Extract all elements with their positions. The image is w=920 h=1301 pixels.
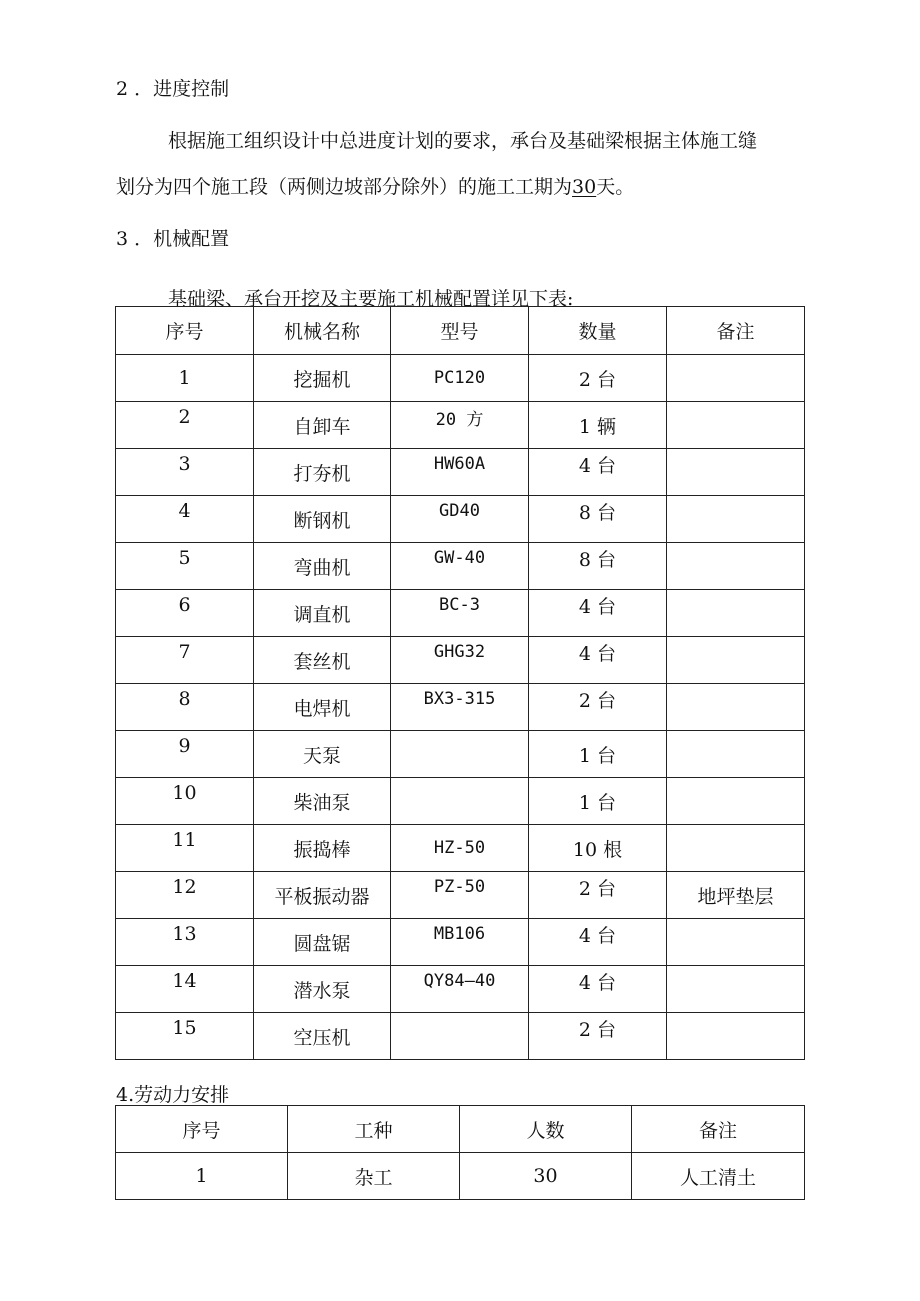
row-no bbox=[116, 684, 254, 731]
row-note bbox=[667, 637, 805, 684]
row-no-text: 12 bbox=[172, 876, 197, 898]
row-count-text: 30 bbox=[533, 1165, 558, 1187]
section-4-heading: 4.劳动力安排 bbox=[116, 1084, 230, 1106]
row-qty bbox=[529, 684, 667, 731]
row-qty-text: 1 台 bbox=[578, 791, 617, 814]
row-no-text: 3 bbox=[178, 453, 191, 475]
row-qty bbox=[529, 637, 667, 684]
row-name-text: 平板振动器 bbox=[274, 885, 370, 908]
row-qty bbox=[529, 778, 667, 825]
labor-header-row bbox=[116, 1106, 805, 1153]
row-name-text: 套丝机 bbox=[293, 650, 351, 673]
row-no-text: 14 bbox=[172, 970, 197, 992]
header-model: 型号 bbox=[391, 307, 529, 355]
row-model-text: BX3-315 bbox=[423, 689, 496, 709]
row-no bbox=[116, 872, 254, 919]
row-qty bbox=[529, 355, 667, 402]
row-name bbox=[254, 449, 391, 496]
schedule-paragraph-line-1: 根据施工组织设计中总进度计划的要求，承台及基础梁根据主体施工缝 bbox=[168, 130, 758, 152]
row-no bbox=[116, 355, 254, 402]
machinery-row bbox=[116, 543, 805, 590]
row-model bbox=[391, 637, 529, 684]
row-name bbox=[254, 872, 391, 919]
row-name-text: 空压机 bbox=[293, 1026, 351, 1049]
row-name-text: 圆盘锯 bbox=[293, 932, 351, 955]
row-model-text: PZ-50 bbox=[433, 877, 486, 897]
row-model-text: PC120 bbox=[433, 368, 486, 388]
row-qty bbox=[529, 449, 667, 496]
header-note: 备注 bbox=[632, 1106, 805, 1153]
row-name bbox=[254, 919, 391, 966]
row-model bbox=[391, 449, 529, 496]
row-qty bbox=[529, 872, 667, 919]
row-name bbox=[254, 543, 391, 590]
row-no-text: 8 bbox=[178, 688, 191, 710]
row-note bbox=[667, 402, 805, 449]
row-qty-text: 8 台 bbox=[578, 501, 617, 524]
row-no bbox=[116, 731, 254, 778]
row-model-text: GD40 bbox=[439, 501, 480, 521]
row-no bbox=[116, 543, 254, 590]
row-model bbox=[391, 402, 529, 449]
row-note bbox=[667, 590, 805, 637]
section-3-heading: 3 ．机械配置 bbox=[116, 228, 230, 250]
schedule-suffix: 天。 bbox=[596, 176, 635, 198]
row-no bbox=[116, 496, 254, 543]
row-no-text: 4 bbox=[178, 500, 191, 522]
machinery-table bbox=[115, 306, 805, 1060]
row-note-text: 地坪垫层 bbox=[697, 885, 774, 908]
machinery-row bbox=[116, 355, 805, 402]
row-qty bbox=[529, 1013, 667, 1060]
row-model bbox=[391, 684, 529, 731]
row-qty-text: 4 台 bbox=[578, 642, 617, 665]
machinery-intro: 基础梁、承台开挖及主要施工机械配置详见下表: bbox=[168, 288, 574, 310]
row-name bbox=[254, 496, 391, 543]
row-qty bbox=[529, 919, 667, 966]
row-model bbox=[391, 919, 529, 966]
row-model bbox=[391, 355, 529, 402]
row-model bbox=[391, 966, 529, 1013]
row-qty-text: 4 台 bbox=[578, 971, 617, 994]
row-note bbox=[667, 731, 805, 778]
labor-table bbox=[115, 1105, 805, 1200]
row-name-text: 断钢机 bbox=[293, 509, 351, 532]
row-count bbox=[460, 1153, 632, 1200]
row-name-text: 挖掘机 bbox=[293, 368, 351, 391]
row-note-text: 人工清土 bbox=[679, 1166, 756, 1189]
row-no bbox=[116, 449, 254, 496]
machinery-row bbox=[116, 872, 805, 919]
row-name bbox=[254, 966, 391, 1013]
row-model bbox=[391, 590, 529, 637]
header-count: 人数 bbox=[460, 1106, 632, 1153]
row-name bbox=[254, 825, 391, 872]
row-note bbox=[667, 872, 805, 919]
machinery-row bbox=[116, 402, 805, 449]
row-name bbox=[254, 1013, 391, 1060]
row-qty-text: 2 台 bbox=[578, 877, 617, 900]
row-note bbox=[667, 825, 805, 872]
row-no bbox=[116, 825, 254, 872]
row-qty bbox=[529, 496, 667, 543]
row-note bbox=[632, 1153, 805, 1200]
row-no bbox=[116, 637, 254, 684]
row-no bbox=[116, 402, 254, 449]
row-type bbox=[288, 1153, 460, 1200]
schedule-paragraph-line-2 bbox=[116, 172, 634, 199]
row-qty-text: 10 根 bbox=[572, 838, 623, 861]
row-model bbox=[391, 496, 529, 543]
row-qty bbox=[529, 731, 667, 778]
row-name bbox=[254, 778, 391, 825]
row-model-text: HW60A bbox=[433, 454, 486, 474]
header-type: 工种 bbox=[288, 1106, 460, 1153]
machinery-row bbox=[116, 496, 805, 543]
row-model-text: GHG32 bbox=[433, 642, 486, 662]
machinery-row bbox=[116, 1013, 805, 1060]
row-name-text: 振捣棒 bbox=[293, 838, 351, 861]
row-name bbox=[254, 590, 391, 637]
row-qty-text: 4 台 bbox=[578, 924, 617, 947]
schedule-text: 划分为四个施工段（两侧边坡部分除外）的施工工期为 bbox=[116, 176, 573, 198]
row-no bbox=[116, 778, 254, 825]
row-model-text: MB106 bbox=[433, 924, 486, 944]
row-model-text: BC-3 bbox=[439, 595, 480, 615]
row-qty bbox=[529, 590, 667, 637]
row-qty-text: 2 台 bbox=[578, 368, 617, 391]
header-qty: 数量 bbox=[529, 307, 667, 355]
row-no-text: 1 bbox=[178, 367, 191, 389]
machinery-row bbox=[116, 778, 805, 825]
row-name-text: 天泵 bbox=[302, 744, 341, 767]
machinery-header-row bbox=[116, 307, 805, 355]
labor-row bbox=[116, 1153, 805, 1200]
row-qty-text: 4 台 bbox=[578, 595, 617, 618]
machinery-row bbox=[116, 731, 805, 778]
row-no-text: 5 bbox=[178, 547, 191, 569]
row-qty bbox=[529, 966, 667, 1013]
header-name: 机械名称 bbox=[254, 307, 391, 355]
row-model bbox=[391, 825, 529, 872]
machinery-row bbox=[116, 825, 805, 872]
row-model-text: HZ-50 bbox=[433, 838, 486, 858]
row-model bbox=[391, 872, 529, 919]
row-note bbox=[667, 355, 805, 402]
row-name-text: 调直机 bbox=[293, 603, 351, 626]
section-2-heading: 2 ．进度控制 bbox=[116, 78, 230, 100]
row-model bbox=[391, 778, 529, 825]
row-no-text: 15 bbox=[172, 1017, 197, 1039]
row-model-text: 20 方 bbox=[435, 409, 484, 430]
row-no-text: 13 bbox=[172, 923, 197, 945]
row-name bbox=[254, 684, 391, 731]
row-name bbox=[254, 731, 391, 778]
row-note bbox=[667, 1013, 805, 1060]
row-note bbox=[667, 966, 805, 1013]
machinery-row bbox=[116, 590, 805, 637]
row-name-text: 弯曲机 bbox=[293, 556, 351, 579]
row-no bbox=[116, 1153, 288, 1200]
row-note bbox=[667, 778, 805, 825]
row-qty bbox=[529, 402, 667, 449]
row-no bbox=[116, 966, 254, 1013]
row-no-text: 11 bbox=[172, 829, 197, 851]
row-name bbox=[254, 637, 391, 684]
row-no-text: 1 bbox=[195, 1165, 208, 1187]
machinery-row bbox=[116, 919, 805, 966]
row-no-text: 10 bbox=[172, 782, 197, 804]
row-name bbox=[254, 402, 391, 449]
row-no-text: 2 bbox=[178, 406, 191, 428]
row-model bbox=[391, 1013, 529, 1060]
row-qty-text: 2 台 bbox=[578, 689, 617, 712]
row-no bbox=[116, 590, 254, 637]
row-note bbox=[667, 449, 805, 496]
machinery-row bbox=[116, 684, 805, 731]
row-qty bbox=[529, 825, 667, 872]
row-name-text: 潜水泵 bbox=[293, 979, 351, 1002]
row-note bbox=[667, 684, 805, 731]
row-no-text: 7 bbox=[178, 641, 191, 663]
row-note bbox=[667, 543, 805, 590]
row-qty-text: 8 台 bbox=[578, 548, 617, 571]
row-qty-text: 1 辆 bbox=[578, 415, 617, 438]
row-no bbox=[116, 919, 254, 966]
row-qty-text: 4 台 bbox=[578, 454, 617, 477]
row-model-text: QY84—40 bbox=[423, 971, 496, 991]
machinery-row bbox=[116, 449, 805, 496]
row-qty-text: 1 台 bbox=[578, 744, 617, 767]
row-no bbox=[116, 1013, 254, 1060]
row-note bbox=[667, 496, 805, 543]
row-qty bbox=[529, 543, 667, 590]
row-note bbox=[667, 919, 805, 966]
header-note: 备注 bbox=[667, 307, 805, 355]
row-name-text: 自卸车 bbox=[293, 415, 351, 438]
machinery-row bbox=[116, 966, 805, 1013]
header-no: 序号 bbox=[116, 1106, 288, 1153]
row-model bbox=[391, 543, 529, 590]
row-qty-text: 2 台 bbox=[578, 1018, 617, 1041]
row-name-text: 电焊机 bbox=[293, 697, 351, 720]
row-model bbox=[391, 731, 529, 778]
row-name-text: 柴油泵 bbox=[293, 791, 351, 814]
row-no-text: 6 bbox=[178, 594, 191, 616]
row-name bbox=[254, 355, 391, 402]
header-no: 序号 bbox=[116, 307, 254, 355]
row-type-text: 杂工 bbox=[354, 1166, 393, 1189]
schedule-days: 30 bbox=[572, 176, 597, 198]
row-name-text: 打夯机 bbox=[293, 462, 351, 485]
machinery-row bbox=[116, 637, 805, 684]
row-no-text: 9 bbox=[178, 735, 191, 757]
row-model-text: GW-40 bbox=[433, 548, 486, 568]
